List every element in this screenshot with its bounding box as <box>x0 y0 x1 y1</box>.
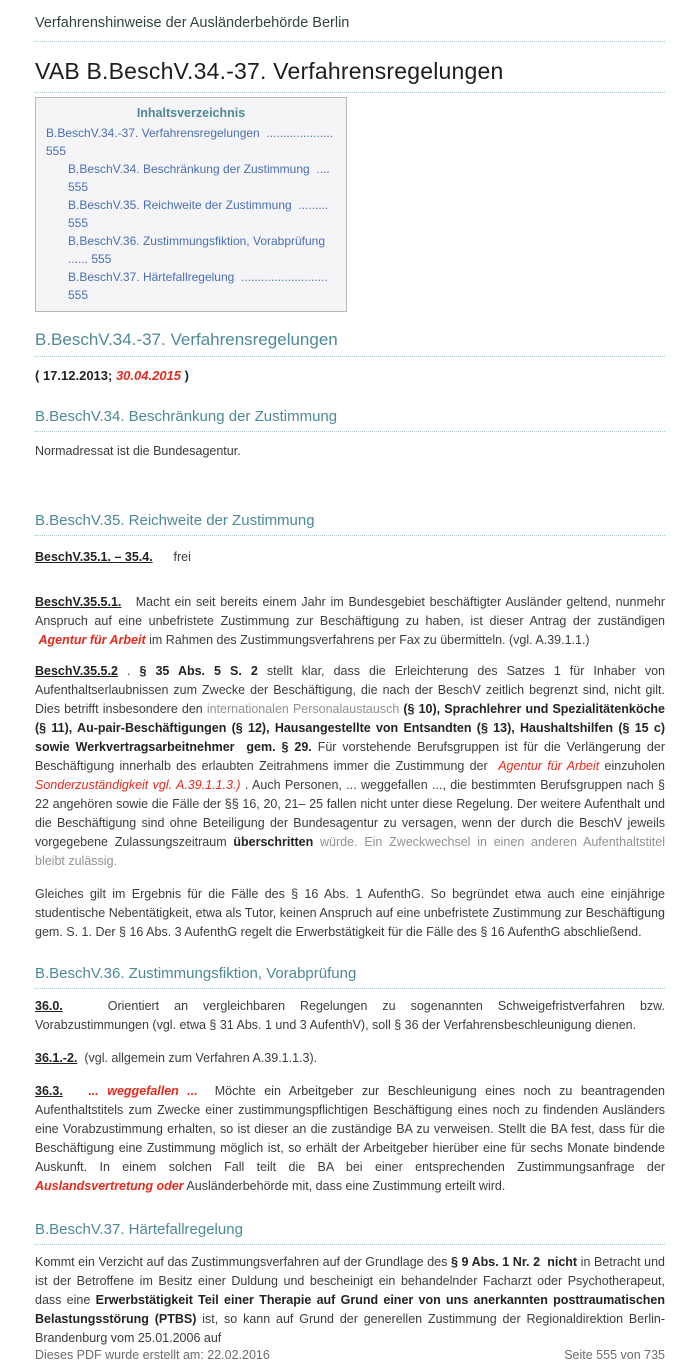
paragraph-36-3: 36.3. ... weggefallen ... Möchte ein Arbeitgeber zur Beschleunigung eines noch zu beantragenden Aufenthaltstitels zum Zwecke einer zustimmungspflichtigen Beschäftigung eines noch zu findenden Ausländers eine Vorabzustimmung erhalten, so ist dieser an die zuständige BA zu verweisen. Stellt die BA fest, dass für die Beschäftigung eine Zustimmung möglich ist, so erhält der Arbeitgeber hierüber eine für sechs Monate bindende Auskunft. In einem solchen Fall teilt die BA bei einer entsprechenden Zustimmungsanfrage der Auslandsvertretung oder Ausländerbehörde mit, dass eine Zustimmung erteilt wird. <box>35 1084 665 1193</box>
paragraph-gleiches-gilt: Gleiches gilt im Ergebnis für die Fälle des § 16 Abs. 1 AufenthG. So begründet etwa auch eine einjährige studentische Nebentätigkeit, etwa als Tutor, keinen Anspruch auf eine unbefristete Zustimmung zur Beschäftigung gem. S. 1. Der § 16 Abs. 3 AufenthG regelt die Erwerbstätigkeit für die Fälle des § 16 AufenthG abschließend. <box>35 887 665 939</box>
paragraph-35-5-2: BeschV.35.5.2 . § 35 Abs. 5 S. 2 stellt klar, dass die Erleichterung des Satzes 1 für Inhaber von Aufenthaltserlaubnissen zum Zwecke der Beschäftigung, die nach der BeschV zeitlich begrenzt sind, nicht gilt. Dies betrifft insbesondere den internationalen Personalaustausch (§ 10), Sprachlehrer und Spezialitätenköche (§ 11), Au-pair-Beschäftigungen (§ 12), Hausangestellte von Entsandten (§ 13), Haushaltshilfen (§ 15 c) sowie Werkvertragsarbeitnehmer gem. § 29. Für vorstehende Berufsgruppen ist für die Verlängerung der Beschäftigung innerhalb des erlaubten Zeitrahmens immer die Zustimmung der Agentur für Arbeit einzuholen Sonderzuständigkeit vgl. A.39.1.1.3.) . Auch Personen, ... weggefallen ..., die bestimmten Berufsgruppen nach § 22 angehören sowie die Fälle der §§ 16, 20, 21– 25 fallen nicht unter diese Regelung. Der weitere Aufenthalt und die Beschäftigung sind ohne Beteiligung der Bundesagentur zu versagen, wenn der durch die BeschV jeweils vorgegebene Zulassungszeitraum überschritten würde. Ein Zweckwechsel in einen anderen Aufenthaltstitel bleibt zulässig. <box>35 664 666 868</box>
toc-entry-beschv35[interactable]: B.BeschV.35. Reichweite der Zustimmung ......... 555 <box>68 198 329 230</box>
revision-dates: ( 17.12.2013; 30.04.2015 ) <box>35 368 189 383</box>
paragraph-37-haertefall: Kommt ein Verzicht auf das Zustimmungsverfahren auf der Grundlage des § 9 Abs. 1 Nr. 2 nicht in Betracht und ist der Betroffene im Besitz einer Duldung und bescheinigt ein behandelnder Facharzt oder Psychotherapeut, dass eine Erwerbstätigkeit Teil einer Therapie auf Grund einer von uns anerkannten posttraumatischen Belastungsstörung (PTBS) ist, so kann auf Grund der generellen Zustimmung der Regionaldirektion Berlin-Brandenburg vom 25.01.2006 auf <box>35 1255 665 1345</box>
toc-entry-verfahrensregelungen[interactable]: B.BeschV.34.-37. Verfahrensregelungen .................... 555 <box>46 126 334 158</box>
toc-title: Inhaltsverzeichnis <box>136 106 246 120</box>
paragraph-35-5-1: BeschV.35.5.1. Macht ein seit bereits einem Jahr im Bundesgebiet beschäftigter Ausländer geltend, nunmehr Anspruch auf eine unbefristete Zustimmung zur Beschäftigung zu haben, ist dieser Antrag der zuständigen Agentur für Arbeit im Rahmen des Zustimmungsverfahrens per Fax zu übermitteln. (vgl. A.39.1.1.) <box>35 595 665 647</box>
section-heading-main: B.BeschV.34.-37. Verfahrensregelungen <box>35 329 665 357</box>
toc-entry-beschv36[interactable]: B.BeschV.36. Zustimmungsfiktion, Vorabprüfung ...... 555 <box>68 234 329 266</box>
section-heading-beschv34: B.BeschV.34. Beschränkung der Zustimmung <box>35 407 665 432</box>
paragraph-35-1-frei: BeschV.35.1. – 35.4. frei <box>35 550 191 564</box>
footer-page-number: Seite 555 von 735 <box>564 1348 665 1362</box>
paragraph-normadressat: Normadressat ist die Bundesagentur. <box>35 444 241 458</box>
toc-entry-beschv34[interactable]: B.BeschV.34. Beschränkung der Zustimmung .... 555 <box>68 162 330 194</box>
toc-entry-beschv37[interactable]: B.BeschV.37. Härtefallregelung .......................... 555 <box>68 270 328 302</box>
section-heading-beschv37: B.BeschV.37. Härtefallregelung <box>35 1220 665 1245</box>
paragraph-36-1-2: 36.1.-2. (vgl. allgemein zum Verfahren A.39.1.1.3). <box>35 1051 318 1065</box>
paragraph-36-0: 36.0. Orientiert an vergleichbaren Regelungen zu sogenannten Schweigefristverfahren bzw. Vorabzustimmungen (vgl. etwa § 31 Abs. 1 und 3 AufenthV), soll § 36 der Verfahrensbeschleunigung dienen. <box>35 999 665 1032</box>
page-footer <box>35 1348 665 1362</box>
section-heading-beschv36: B.BeschV.36. Zustimmungsfiktion, Vorabprüfung <box>35 964 665 989</box>
toc-box <box>35 97 347 312</box>
section-heading-beschv35: B.BeschV.35. Reichweite der Zustimmung <box>35 511 665 536</box>
page-header: Verfahrenshinweise der Ausländerbehörde Berlin <box>35 14 665 42</box>
footer-created-date: Dieses PDF wurde erstellt am: 22.02.2016 <box>35 1348 270 1362</box>
page-title: VAB B.BeschV.34.-37. Verfahrensregelungen <box>35 57 665 93</box>
